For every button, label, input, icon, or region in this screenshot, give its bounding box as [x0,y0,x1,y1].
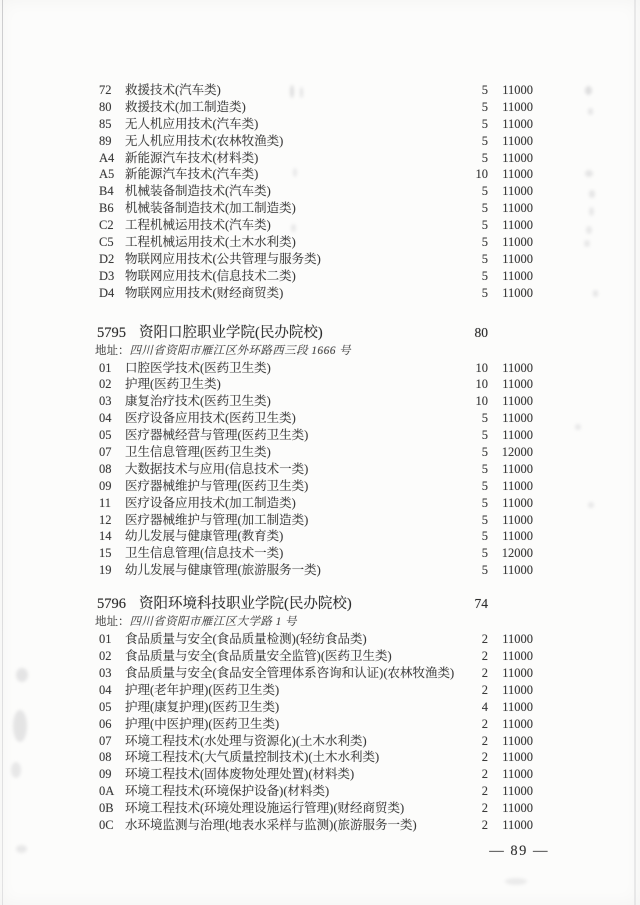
program-name: 医疗器械维护与管理(医药卫生类) [125,478,309,493]
institution-code: 5795 [97,324,126,341]
program-fee: 11000 [502,411,533,426]
program-quota: 5 [481,201,488,216]
program-name: 物联网应用技术(公共管理与服务类) [125,251,321,266]
program-quota: 5 [481,428,488,443]
program-code: C2 [99,218,114,233]
program-name: 大数据技术与应用(信息技术一类) [125,461,309,476]
program-fee: 11000 [502,784,533,799]
institution-name: 资阳环境科技职业学院(民办院校) [139,596,352,613]
program-quota: 2 [481,649,488,664]
program-name: 食品质量与安全(食品质量安全监管)(医药卫生类) [125,649,392,664]
program-code: 09 [99,478,112,493]
program-row [0,512,640,529]
program-code: 11 [99,495,112,510]
program-code: 08 [99,750,112,765]
program-fee: 11000 [502,665,533,680]
program-fee: 11000 [502,377,533,392]
program-row [0,699,640,716]
program-fee: 11000 [502,461,533,476]
program-row [0,251,640,268]
program-row [0,285,640,302]
program-name: 卫生信息管理(信息技术一类) [125,546,284,561]
program-row [0,665,640,682]
address-label: 地址： [95,344,130,357]
program-code: 80 [99,99,112,114]
program-row [0,800,640,817]
program-fee: 11000 [502,83,533,97]
program-fee: 11000 [502,733,533,748]
program-quota: 5 [481,235,488,250]
program-quota: 2 [481,784,488,799]
program-fee: 11000 [502,218,533,233]
program-fee: 11000 [502,699,533,714]
program-code: D4 [99,285,115,300]
program-quota: 5 [481,184,488,199]
program-name: 机械装备制造技术(汽车类) [125,184,271,199]
program-code: 05 [99,699,112,714]
program-row [0,217,640,234]
program-quota: 2 [481,817,488,832]
program-quota: 5 [481,116,488,131]
program-row [0,749,640,766]
program-quota: 5 [481,461,488,476]
program-name: 物联网应用技术(信息技术二类) [125,268,296,283]
program-code: 09 [99,767,112,782]
program-quota: 5 [481,285,488,300]
institution-total-quota: 74 [474,596,488,612]
program-fee: 11000 [502,116,533,131]
program-name: 工程机械运用技术(土木水利类) [125,235,296,250]
program-fee: 11000 [502,767,533,782]
program-row [0,562,640,579]
program-quota: 10 [475,360,488,375]
program-fee: 11000 [502,99,533,114]
institution-section [0,82,640,302]
program-fee: 11000 [502,133,533,148]
program-fee: 11000 [502,201,533,216]
program-fee: 11000 [502,167,533,182]
program-name: 救援技术(汽车类) [125,83,221,97]
program-name: 无人机应用技术(汽车类) [125,116,259,131]
program-code: 85 [99,116,112,131]
program-quota: 5 [481,411,488,426]
program-quota: 5 [481,529,488,544]
program-code: 07 [99,733,112,748]
program-row [0,82,640,99]
program-fee: 11000 [502,285,533,300]
program-quota: 5 [481,563,488,578]
program-code: 19 [99,563,112,578]
program-code: 12 [99,512,112,527]
program-row [0,393,640,410]
program-name: 幼儿发展与健康管理(旅游服务一类) [125,563,321,578]
program-code: C5 [99,235,114,250]
program-row [0,268,640,285]
program-quota: 5 [481,150,488,165]
program-fee: 11000 [502,150,533,165]
page-number: — 89 — [489,843,549,859]
program-quota: 5 [481,445,488,460]
program-code: 01 [99,360,112,375]
program-quota: 5 [481,218,488,233]
program-fee: 11000 [502,817,533,832]
program-quota: 2 [481,767,488,782]
program-code: 05 [99,428,112,443]
program-name: 护理(医药卫生类) [125,377,221,392]
program-quota: 5 [481,478,488,493]
program-name: 环境工程技术(环境处理设施运行管理)(财经商贸类) [125,801,405,816]
scan-artifact [505,878,527,885]
program-row [0,183,640,200]
program-quota: 2 [481,682,488,697]
program-quota: 2 [481,665,488,680]
program-row [0,545,640,562]
program-fee: 11000 [502,394,533,409]
program-row [0,150,640,167]
program-row [0,410,640,427]
program-fee: 12000 [501,445,533,460]
program-quota: 5 [481,268,488,283]
program-row [0,682,640,699]
program-code: 89 [99,133,112,148]
program-code: 0C [99,817,114,832]
program-fee: 11000 [502,649,533,664]
institution-name: 资阳口腔职业学院(民办院校) [139,324,323,341]
program-name: 医疗设备应用技术(加工制造类) [125,495,296,510]
program-name: 食品质量与安全(食品安全管理体系咨询和认证)(农林牧渔类) [125,665,454,680]
program-code: B4 [99,184,114,199]
program-fee: 11000 [502,184,533,199]
program-row [0,200,640,217]
program-fee: 11000 [502,251,533,266]
program-row [0,234,640,251]
program-name: 卫生信息管理(医药卫生类) [125,445,271,460]
program-name: 口腔医学技术(医药卫生类) [125,360,271,375]
program-name: 环境工程技术(水处理与资源化)(土木水利类) [125,733,367,748]
program-name: 食品质量与安全(食品质量检测)(轻纺食品类) [125,632,367,647]
program-code: D3 [99,268,115,283]
program-name: 医疗设备应用技术(医药卫生类) [125,411,296,426]
program-quota: 10 [475,377,488,392]
program-fee: 11000 [502,563,533,578]
program-code: 72 [99,83,112,97]
program-row [0,733,640,750]
address-label: 地址： [95,616,130,629]
program-name: 环境工程技术(大气质量控制技术)(土木水利类) [125,750,380,765]
program-code: 03 [99,394,112,409]
program-code: 03 [99,665,112,680]
program-quota: 5 [481,99,488,114]
program-name: 水环境监测与治理(地表水采样与监测)(旅游服务一类) [125,817,417,832]
program-fee: 11000 [502,478,533,493]
program-row [0,766,640,783]
program-row [0,376,640,393]
program-code: 02 [99,377,112,392]
program-code: 02 [99,649,112,664]
program-name: 新能源汽车技术(汽车类) [125,167,259,182]
program-row [0,360,640,377]
program-code: 0B [99,801,114,816]
institution-address [0,343,640,360]
program-fee: 11000 [502,512,533,527]
program-name: 救援技术(加工制造类) [125,99,246,114]
program-quota: 2 [481,750,488,765]
institution-code: 5796 [97,596,126,613]
institution-section [0,322,640,580]
program-quota: 5 [481,251,488,266]
program-quota: 2 [481,801,488,816]
program-fee: 11000 [502,682,533,697]
program-name: 无人机应用技术(农林牧渔类) [125,133,284,148]
program-row [0,716,640,733]
program-code: 08 [99,461,112,476]
program-fee: 11000 [502,801,533,816]
program-name: 护理(老年护理)(医药卫生类) [125,682,280,697]
program-fee: 11000 [502,360,533,375]
program-row [0,495,640,512]
program-quota: 5 [481,83,488,97]
program-row [0,783,640,800]
program-code: B6 [99,201,114,216]
program-quota: 5 [481,133,488,148]
program-code: A4 [99,150,115,165]
program-row [0,461,640,478]
program-quota: 5 [481,495,488,510]
program-quota: 2 [481,733,488,748]
program-name: 工程机械运用技术(汽车类) [125,218,271,233]
program-code: D2 [99,251,115,266]
program-row [0,99,640,116]
program-quota: 10 [475,394,488,409]
program-quota: 2 [481,716,488,731]
program-quota: 5 [481,512,488,527]
program-fee: 11000 [502,235,533,250]
program-name: 康复治疗技术(医药卫生类) [125,394,271,409]
address-text: 四川省资阳市雁江区大学路 1 号 [129,616,297,629]
program-row [0,166,640,183]
program-code: 04 [99,411,112,426]
institution-header [0,593,640,614]
program-code: 04 [99,682,112,697]
program-name: 新能源汽车技术(材料类) [125,150,259,165]
program-fee: 11000 [502,529,533,544]
program-quota: 4 [481,699,488,714]
institution-header [0,322,640,343]
program-code: 15 [99,546,112,561]
program-code: 14 [99,529,112,544]
program-code: 06 [99,716,112,731]
program-name: 物联网应用技术(财经商贸类) [125,285,284,300]
program-fee: 11000 [502,428,533,443]
program-quota: 2 [481,632,488,647]
address-text: 四川省资阳市雁江区外环路西三段 1666 号 [129,344,352,357]
program-row [0,133,640,150]
program-name: 护理(中医护理)(医药卫生类) [125,716,280,731]
program-fee: 11000 [502,750,533,765]
program-row [0,648,640,665]
program-code: A5 [99,167,115,182]
program-name: 医疗器械维护与管理(加工制造类) [125,512,309,527]
institution-total-quota: 80 [474,324,488,340]
program-name: 护理(康复护理)(医药卫生类) [125,699,280,714]
program-name: 环境工程技术(固体废物处理处置)(材料类) [125,767,355,782]
program-code: 0A [99,784,115,799]
program-quota: 5 [481,546,488,561]
program-name: 机械装备制造技术(加工制造类) [125,201,296,216]
program-row [0,817,640,834]
program-name: 医疗器械经营与管理(医药卫生类) [125,428,309,443]
program-fee: 12000 [501,546,533,561]
institution-section [0,593,640,834]
program-fee: 11000 [502,716,533,731]
program-row [0,631,640,648]
institution-address [0,614,640,631]
program-row [0,116,640,133]
program-name: 环境工程技术(环境保护设备)(材料类) [125,784,330,799]
program-row [0,444,640,461]
program-fee: 11000 [502,632,533,647]
program-name: 幼儿发展与健康管理(教育类) [125,529,284,544]
program-row [0,528,640,545]
program-quota: 10 [475,167,488,182]
program-row [0,427,640,444]
program-fee: 11000 [502,495,533,510]
program-code: 01 [99,632,112,647]
program-row [0,478,640,495]
program-fee: 11000 [502,268,533,283]
program-code: 07 [99,445,112,460]
